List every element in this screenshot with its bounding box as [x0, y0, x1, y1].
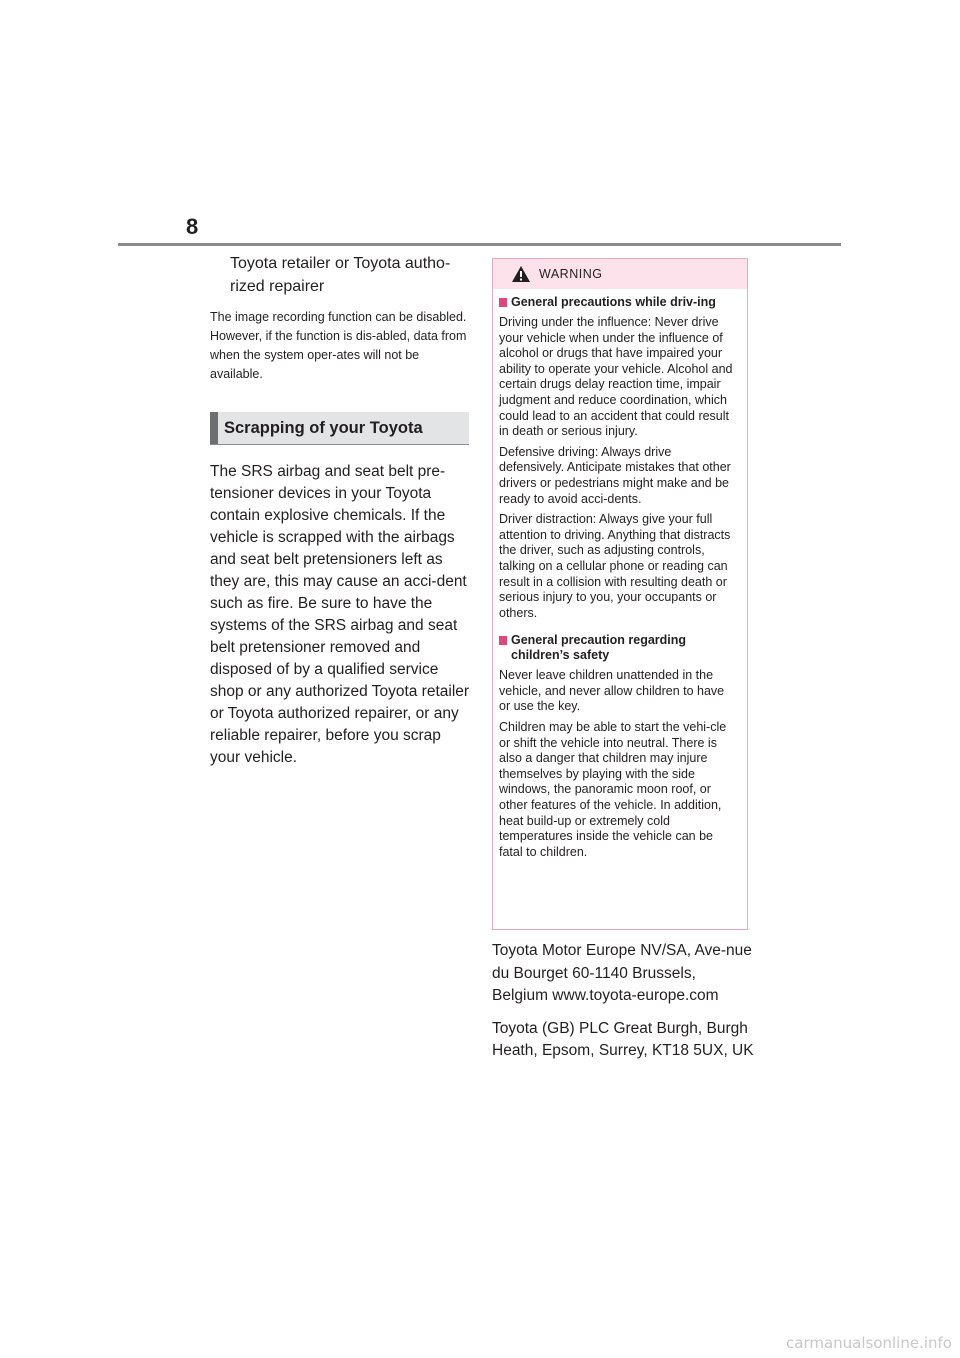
address-europe: Toyota Motor Europe NV/SA, Ave-nue du Bourget 60-1140 Brussels, Belgium www.toyota-europe.com: [492, 942, 752, 1004]
warning-subheading-text: General precaution regarding children’s safety: [511, 633, 687, 663]
warning-header: [493, 259, 747, 289]
warning-label: WARNING: [539, 267, 603, 281]
lead-text: Toyota retailer or Toyota autho-rized repairer: [230, 255, 451, 295]
warning-paragraph: Children may be able to start the vehi-cle or shift the vehicle into neutral. There is also a danger that children may injure themselves by playing with the side windows, the panoramic moon roof, or other features of the vehicle. In addition, heat build-up or extremely cold temperatures inside the vehicle can be fatal to children.: [499, 720, 727, 859]
section-heading-bar: [210, 412, 218, 444]
warning-paragraph: Driving under the influence: Never drive your vehicle when under the influence of alcohol or drugs that have impaired your ability to operate your vehicle. Alcohol and certain drugs delay reaction time, impair judgment and reduce coordination, which could lead to an accident that could result in death or serious injury.: [499, 315, 733, 439]
left-column: [210, 252, 472, 769]
address-uk: Toyota (GB) PLC Great Burgh, Burgh Heath, Epsom, Surrey, KT18 5UX, UK: [492, 1019, 754, 1059]
warning-paragraph: Never leave children unattended in the vehicle, and never allow children to have or use the key.: [499, 668, 725, 714]
section-title: Scrapping of your Toyota: [224, 419, 423, 437]
warning-subheading: [499, 295, 737, 310]
note-text: The image recording function can be disabled. However, if the function is dis-abled, data from when the system oper-ates will not be available.: [210, 310, 467, 381]
page-number: 8: [186, 214, 199, 239]
warning-box: [492, 258, 748, 930]
warning-paragraph: Driver distraction: Always give your full attention to driving. Anything that distracts the driver, such as adjusting controls, talking on a cellular phone or reading can result in a collision with resulting death or serious injury to you, your occupants or others.: [499, 512, 731, 620]
square-bullet-icon: [499, 636, 507, 645]
warning-triangle-icon: [511, 265, 531, 283]
header-rule: [118, 243, 841, 246]
warning-subheading: [499, 633, 737, 663]
square-bullet-icon: [499, 298, 507, 307]
warning-body: [493, 289, 747, 860]
section-heading: [210, 412, 469, 445]
scrapping-body-text: The SRS airbag and seat belt pre-tensioner devices in your Toyota contain explosive chemicals. If the vehicle is scrapped with the airbags and seat belt pretensioners left as they are, this may cause an acci-dent such as fire. Be sure to have the systems of the SRS airbag and seat belt pretensioner removed and disposed of by a qualified service shop or any authorized Toyota retailer or Toyota authorized repairer, or any reliable repairer, before you scrap your vehicle.: [210, 463, 470, 766]
address-block: [492, 940, 754, 1073]
watermark: carmanualsonline.info: [786, 1334, 952, 1352]
warning-subheading-text: General precautions while driv-ing: [511, 295, 716, 309]
warning-paragraph: Defensive driving: Always drive defensively. Anticipate mistakes that other drivers or pedestrians might make and be ready to avoid acci-dents.: [499, 444, 731, 506]
